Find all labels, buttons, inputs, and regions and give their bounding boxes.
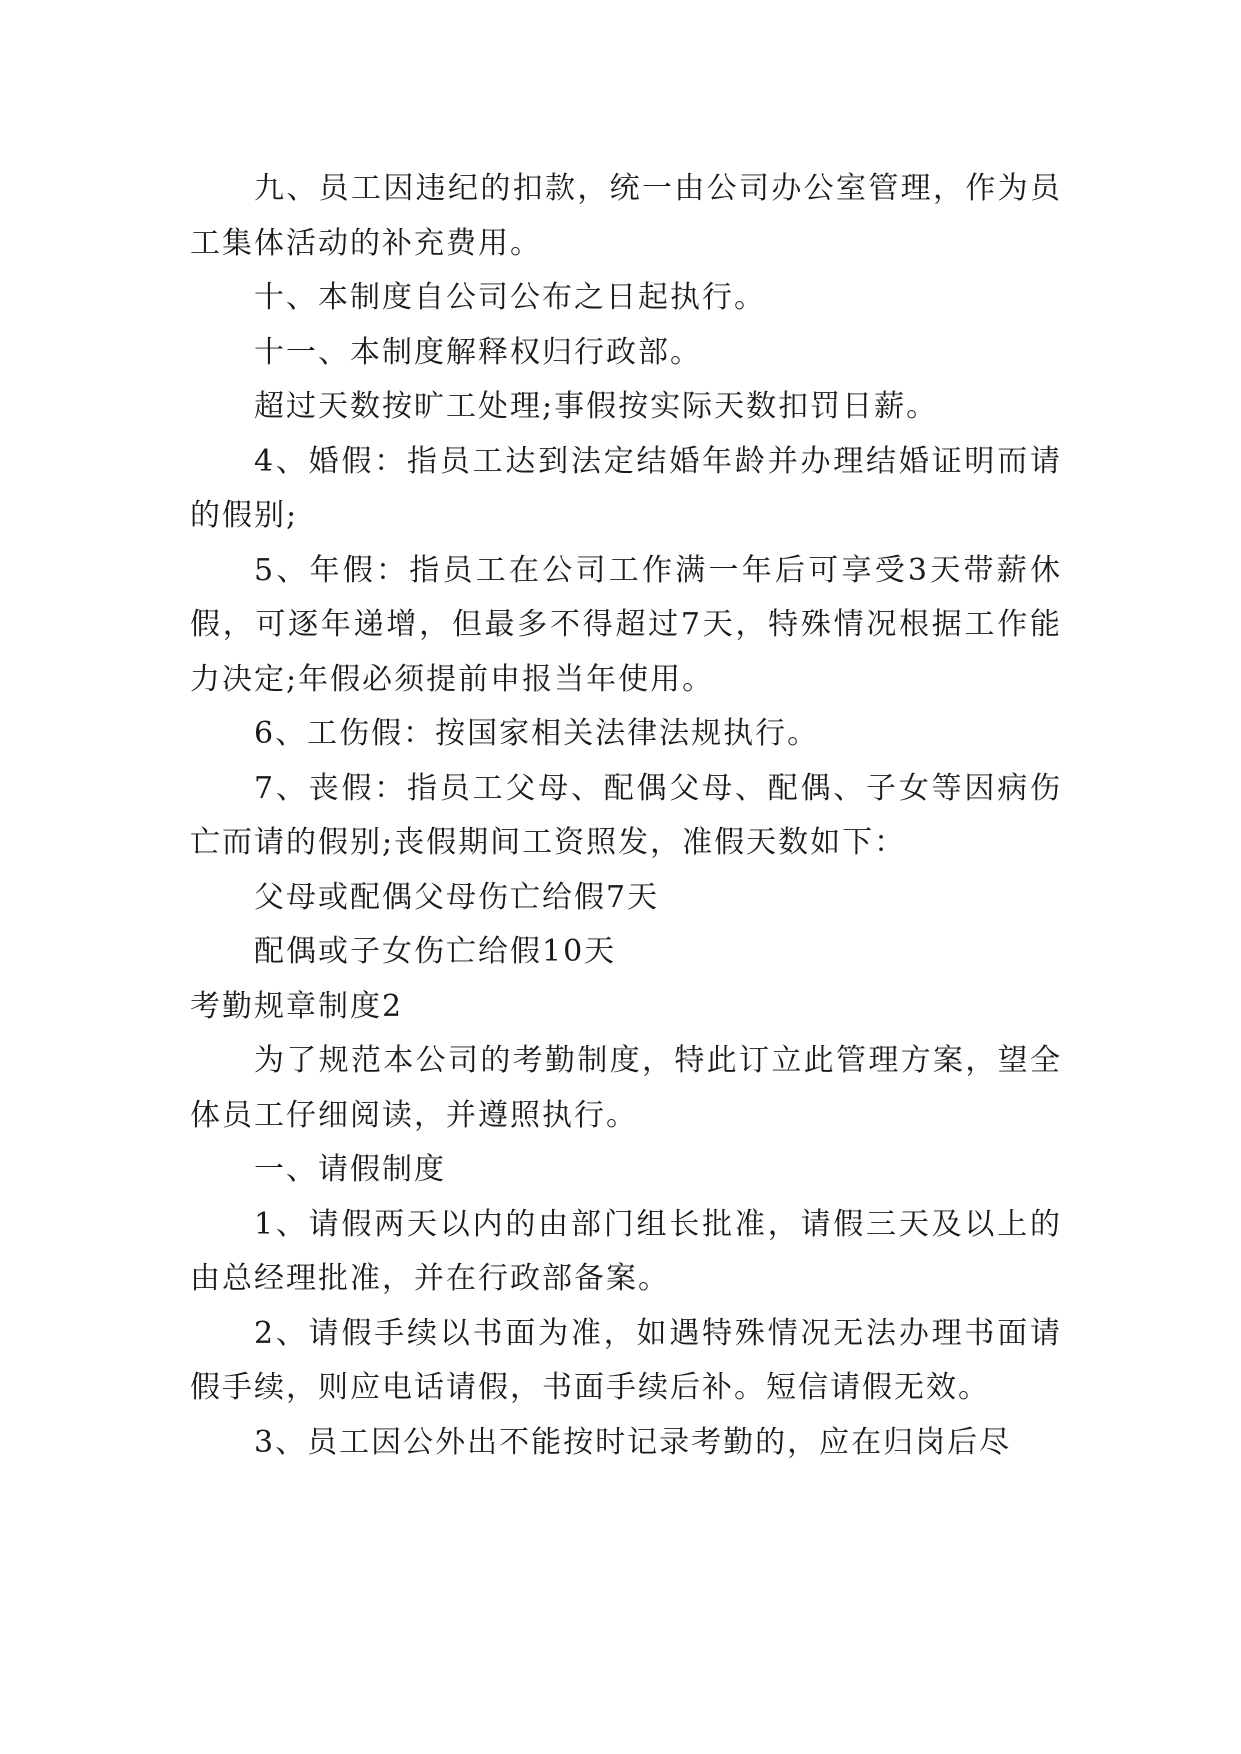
section-heading: 考勤规章制度2 [190, 988, 404, 1024]
paragraph-intro: 为了规范本公司的考勤制度，特此订立此管理方案，望全体员工仔细阅读，并遵照执行。 [190, 1043, 1062, 1133]
paragraph-marriage-leave: 4、婚假：指员工达到法定结婚年龄并办理结婚证明而请的假别; [190, 443, 1062, 533]
paragraph-rule-1: 1、请假两天以内的由部门组长批准，请假三天及以上的由总经理批准，并在行政部备案。 [190, 1206, 1062, 1296]
document-body [190, 162, 1062, 1470]
paragraph-annual-leave: 5、年假：指员工在公司工作满一年后可享受3天带薪休假，可逐年递增，但最多不得超过7天，特殊情况根据工作能力决定;年假必须提前申报当年使用。 [190, 552, 1062, 697]
paragraph-spouse-days: 配偶或子女伤亡给假10天 [254, 934, 617, 969]
paragraph-11: 十一、本制度解释权归行政部。 [254, 334, 702, 370]
paragraph-overtime: 超过天数按旷工处理;事假按实际天数扣罚日薪。 [254, 389, 939, 424]
paragraph-10: 十、本制度自公司公布之日起执行。 [254, 280, 766, 315]
paragraph-injury-leave: 6、工伤假：按国家相关法律法规执行。 [254, 716, 820, 751]
paragraph-parents-days: 父母或配偶父母伤亡给假7天 [254, 879, 660, 915]
paragraph-leave-system: 一、请假制度 [254, 1152, 446, 1187]
paragraph-rule-3: 3、员工因公外出不能按时记录考勤的，应在归岗后尽 [254, 1424, 1012, 1460]
paragraph-rule-2: 2、请假手续以书面为准，如遇特殊情况无法办理书面请假手续，则应电话请假，书面手续后补。短信请假无效。 [190, 1315, 1062, 1405]
paragraph-bereavement-leave: 7、丧假：指员工父母、配偶父母、配偶、子女等因病伤亡而请的假别;丧假期间工资照发，准假天数如下： [190, 770, 1062, 860]
paragraph-9: 九、员工因违纪的扣款，统一由公司办公室管理，作为员工集体活动的补充费用。 [190, 171, 1062, 261]
